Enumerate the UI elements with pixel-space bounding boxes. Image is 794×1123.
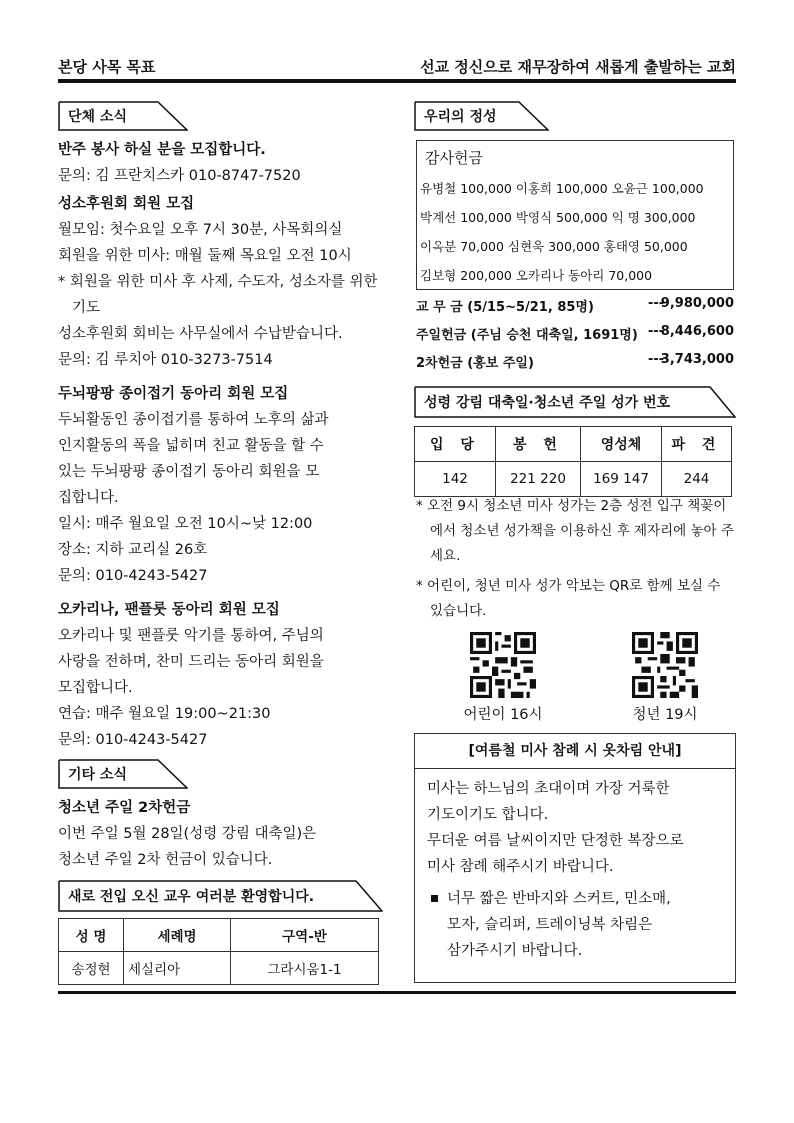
total-dash: --- — [648, 352, 665, 367]
thanks-row: 박계선 100,000 박영식 500,000 익 명 300,000 — [420, 210, 696, 225]
header-left: 본당 사목 목표 — [58, 58, 156, 76]
total-amount: 3,743,000 — [660, 352, 734, 367]
group-news-tab — [58, 101, 188, 129]
table-row — [415, 462, 732, 497]
news-line: 문의: 김 루치아 010-3273-7514 — [58, 352, 273, 368]
total-label: 2차헌금 (홍보 주일) — [416, 356, 534, 371]
total-amount: 8,446,600 — [660, 324, 734, 339]
news-line: 인지활동의 폭을 넓히며 친교 활동을 할 수 — [58, 438, 324, 454]
news-line: 모집합니다. — [58, 680, 133, 696]
dress-line: 무더운 여름 날씨이지만 단정한 복장으로 — [427, 833, 684, 849]
news-title-2: 성소후원회 회원 모집 — [58, 196, 195, 212]
hymn-header: 입 당 — [415, 427, 496, 462]
welcome-header: 성 명 — [59, 919, 124, 952]
bottom-rule — [58, 991, 736, 994]
bullet-square-icon — [431, 895, 438, 902]
top-rule — [58, 79, 736, 83]
total-dash: --- — [648, 296, 665, 311]
dress-bullet-text — [427, 886, 684, 964]
welcome-tab — [58, 880, 383, 908]
hymn-note: * 어린이, 청년 미사 성가 악보는 QR로 함께 보실 수 있습니다. — [416, 578, 721, 619]
welcome-cell: 송정현 — [59, 952, 124, 985]
news-title-3: 두뇌팡팡 종이접기 동아리 회원 모집 — [58, 386, 289, 402]
hymn-header: 파 견 — [662, 427, 732, 462]
thanks-row: 유병철 100,000 이홍희 100,000 오윤근 100,000 — [420, 181, 704, 196]
thanks-offering-box — [416, 140, 734, 290]
group-news-tab-label: 단체 소식 — [68, 109, 127, 125]
qr-children-label: 어린이 16시 — [463, 707, 543, 723]
hymn-header: 봉 헌 — [496, 427, 581, 462]
qr-code-icon — [632, 632, 698, 698]
dress-bullet-line: 모자, 슬리퍼, 트레이닝복 차림은 — [447, 917, 653, 933]
welcome-header: 세례명 — [124, 919, 231, 952]
dress-divider — [415, 768, 735, 769]
other-news-tab-label: 기타 소식 — [68, 767, 127, 783]
news-line: * 회원을 위한 미사 후 사제, 수도자, 성소자를 위한 기도 — [58, 274, 378, 316]
other-news-line: 청소년 주일 2차 헌금이 있습니다. — [58, 852, 273, 868]
qr-youth-label: 청년 19시 — [632, 707, 698, 723]
dress-text — [427, 776, 684, 964]
offering-tab-label: 우리의 정성 — [424, 109, 497, 125]
news-line: 장소: 지하 교리실 26호 — [58, 542, 208, 558]
news-line: 두뇌활동인 종이접기를 통하여 노후의 삶과 — [58, 412, 329, 428]
hymn-header-row — [415, 427, 732, 462]
group-news-body — [58, 137, 383, 753]
dress-line: 미사는 하느님의 초대이며 가장 거룩한 — [427, 781, 670, 797]
dress-bullet-line: 삼가주시기 바랍니다. — [447, 943, 583, 959]
news-line: 집합니다. — [58, 490, 119, 506]
hymn-tab — [414, 386, 736, 414]
hymn-table — [414, 426, 732, 497]
dress-bullet-block — [427, 886, 684, 964]
hymn-notes — [416, 494, 734, 624]
dress-line: 미사 참례 해주시기 바랍니다. — [427, 859, 614, 875]
total-amount: 9,980,000 — [660, 296, 734, 311]
news-line: 있는 두뇌팡팡 종이접기 동아리 회원을 모 — [58, 464, 320, 480]
hymn-value: 169 147 — [581, 462, 662, 497]
news-line: 문의: 김 프란치스카 010-8747-7520 — [58, 168, 301, 184]
news-line: 연습: 매주 월요일 19:00~21:30 — [58, 706, 271, 722]
hymn-note: * 오전 9시 청소년 미사 성가는 2층 성전 입구 책꽂이에서 청소년 성가책을 이용하신 후 제자리에 놓아 주세요. — [416, 498, 734, 564]
hymn-value: 221 220 — [496, 462, 581, 497]
dress-line: 기도이기도 합니다. — [427, 807, 549, 823]
news-title-1: 반주 봉사 하실 분을 모집합니다. — [58, 142, 266, 158]
table-row — [59, 952, 379, 985]
news-line: 성소후원회 회비는 사무실에서 수납받습니다. — [58, 326, 343, 342]
hymn-value: 244 — [662, 462, 732, 497]
qr-children[interactable] — [470, 632, 536, 702]
dress-code-title: [여름철 미사 참례 시 옷차림 안내] — [468, 743, 682, 759]
welcome-cell: 세실리아 — [124, 952, 231, 985]
news-line: 일시: 매주 월요일 오전 10시~낮 12:00 — [58, 516, 313, 532]
welcome-header: 구역-반 — [231, 919, 379, 952]
other-news-title: 청소년 주일 2차헌금 — [58, 800, 191, 816]
qr-code-icon — [470, 632, 536, 698]
total-dash: --- — [648, 324, 665, 339]
news-line: 회원을 위한 미사: 매월 둘째 목요일 오전 10시 — [58, 248, 352, 264]
total-label: 주일헌금 (주님 승천 대축일, 1691명) — [416, 328, 638, 343]
welcome-table — [58, 918, 379, 985]
news-title-4: 오카리나, 팬플룻 동아리 회원 모집 — [58, 602, 280, 618]
news-line: 오카리나 및 팬플룻 악기를 통하여, 주님의 — [58, 628, 324, 644]
welcome-header-row — [59, 919, 379, 952]
hymn-tab-label: 성령 강림 대축일·청소년 주일 성가 번호 — [424, 395, 671, 411]
news-line: 문의: 010-4243-5427 — [58, 732, 208, 748]
total-label: 교 무 금 (5/15~5/21, 85명) — [416, 300, 594, 315]
other-news-body — [58, 795, 383, 873]
thanks-row: 이옥분 70,000 심현욱 300,000 홍태영 50,000 — [420, 239, 688, 254]
dress-code-box — [414, 733, 736, 983]
offering-totals — [416, 296, 736, 376]
welcome-cell: 그라시움1-1 — [231, 952, 379, 985]
offering-tab — [414, 101, 549, 129]
hymn-value: 142 — [415, 462, 496, 497]
qr-youth[interactable] — [632, 632, 698, 702]
welcome-tab-label: 새로 전입 오신 교우 여러분 환영합니다. — [68, 889, 315, 905]
thanks-title: 감사헌금 — [425, 149, 483, 167]
hymn-header: 영성체 — [581, 427, 662, 462]
dress-bullet-line: 너무 짧은 반바지와 스커트, 민소매, — [447, 891, 671, 907]
news-line: 사랑을 전하며, 찬미 드리는 동아리 회원을 — [58, 654, 324, 670]
header-right: 선교 정신으로 재무장하여 새롭게 출발하는 교회 — [420, 58, 736, 76]
other-news-line: 이번 주일 5월 28일(성령 강림 대축일)은 — [58, 826, 317, 842]
news-line: 문의: 010-4243-5427 — [58, 568, 208, 584]
other-news-tab — [58, 759, 188, 787]
news-line: 월모임: 첫수요일 오후 7시 30분, 사목회의실 — [58, 222, 343, 238]
thanks-row: 김보형 200,000 오카리나 동아리 70,000 — [420, 268, 653, 283]
